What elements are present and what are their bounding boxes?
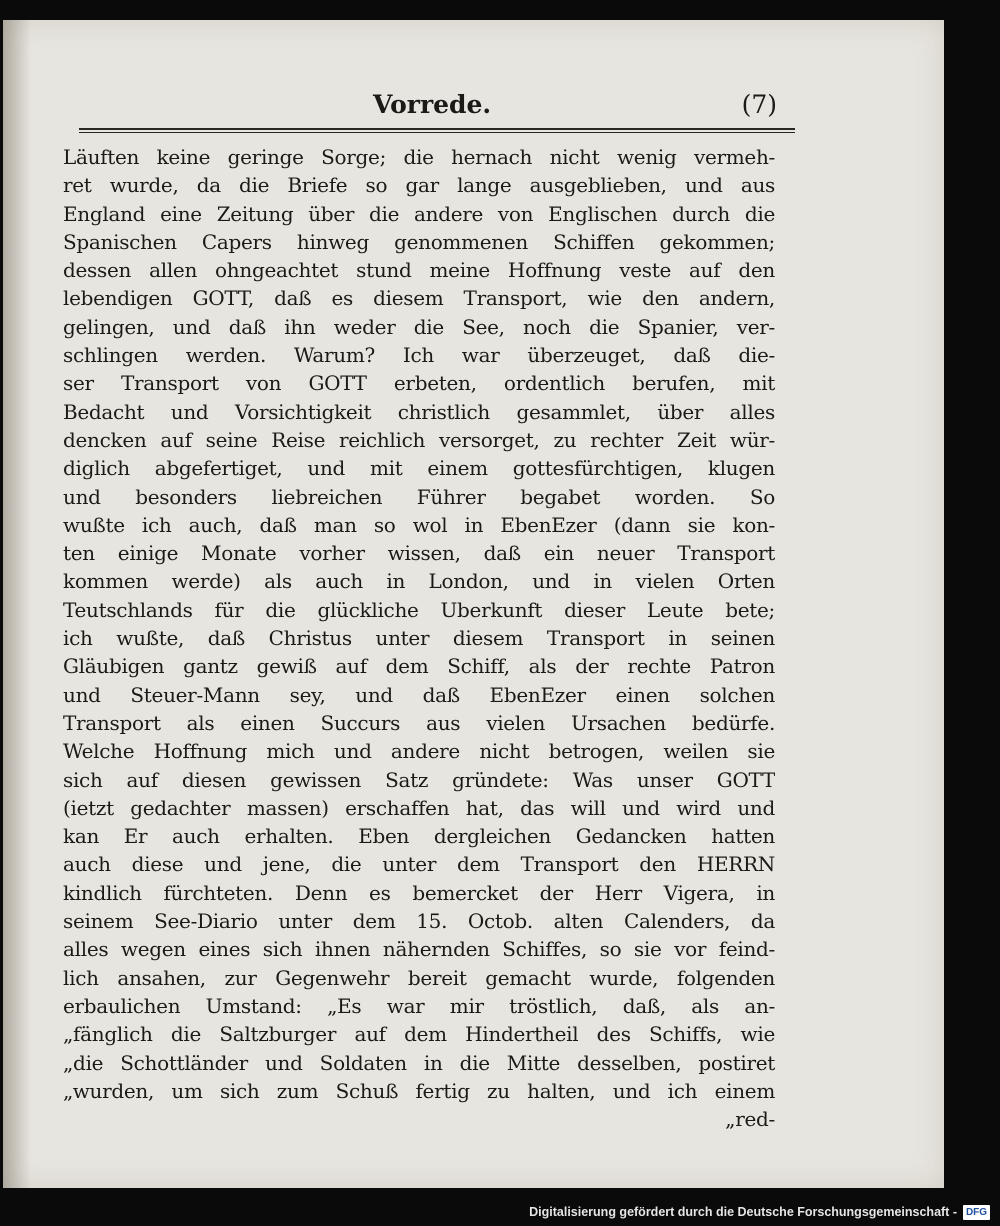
text-line: (ietzt gedachter massen) erschaffen hat, das will und wird und — [63, 795, 775, 820]
text-line: England eine Zeitung über die andere von Englischen durch die — [63, 201, 775, 226]
text-line: ich wußte, daß Christus unter diesem Transport in seinen — [63, 626, 775, 651]
text-line: „fänglich die Saltzburger auf dem Hindertheil des Schiffs, wie — [63, 1022, 775, 1047]
text-line: alles wegen eines sich ihnen nähernden Schiffes, so sie vor feind- — [63, 937, 775, 962]
text-line: ser Transport von GOTT erbeten, ordentlich berufen, mit — [63, 371, 775, 396]
funding-credit-text: Digitalisierung gefördert durch die Deutsche Forschungsgemeinschaft - — [529, 1205, 957, 1219]
text-line: seinem See-Diario unter dem 15. Octob. alten Calenders, da — [63, 909, 775, 934]
dfg-logo: DFG — [963, 1205, 990, 1220]
text-line: Teutschlands für die glückliche Uberkunft dieser Leute bete; — [63, 597, 775, 622]
text-line: dencken auf seine Reise reichlich versorget, zu rechter Zeit wür- — [63, 427, 775, 452]
spine-shadow — [3, 20, 31, 1188]
text-line: und Steuer-Mann sey, und daß EbenEzer einen solchen — [63, 682, 775, 707]
text-line: ten einige Monate vorher wissen, daß ein neuer Transport — [63, 541, 775, 566]
text-line: Läuften keine geringe Sorge; die hernach nicht wenig vermeh- — [63, 145, 775, 169]
body-text — [63, 143, 775, 1133]
running-header — [79, 88, 795, 128]
text-line: „die Schottländer und Soldaten in die Mitte desselben, postiret — [63, 1050, 775, 1075]
text-line: diglich abgefertiget, und mit einem gottesfürchtigen, klugen — [63, 456, 775, 481]
footer-credit — [529, 1202, 990, 1222]
text-line: Welche Hoffnung mich und andere nicht betrogen, weilen sie — [63, 739, 775, 764]
running-title: Vorrede. — [373, 90, 492, 119]
text-line: kan Er auch erhalten. Eben dergleichen Gedancken hatten — [63, 824, 775, 849]
text-line: und besonders liebreichen Führer begabet worden. So — [63, 484, 775, 509]
text-line: gelingen, und daß ihn weder die See, noch die Spanier, ver- — [63, 314, 775, 339]
text-line: sich auf diesen gewissen Satz gründete: Was unser GOTT — [63, 767, 775, 792]
text-line: auch diese und jene, die unter dem Transport den HERRN — [63, 852, 775, 877]
header-rule — [79, 128, 795, 133]
text-line: Spanischen Capers hinweg genommenen Schiffen gekommen; — [63, 229, 775, 254]
text-line: Gläubigen gantz gewiß auf dem Schiff, als der rechte Patron — [63, 654, 775, 679]
text-line: erbaulichen Umstand: „Es war mir tröstlich, daß, als an- — [63, 993, 775, 1018]
book-page — [3, 20, 944, 1188]
text-line: schlingen werden. Warum? Ich war überzeuget, daß die- — [63, 343, 775, 368]
text-line: Transport als einen Succurs aus vielen Ursachen bedürfe. — [63, 710, 775, 735]
text-line: dessen allen ohngeachtet stund meine Hoffnung veste auf den — [63, 258, 775, 283]
text-line: lebendigen GOTT, daß es diesem Transport, wie den andern, — [63, 286, 775, 311]
text-line: lich ansahen, zur Gegenwehr bereit gemacht wurde, folgenden — [63, 965, 775, 990]
text-line: wußte ich auch, daß man so wol in EbenEzer (dann sie kon- — [63, 512, 775, 537]
catchword: „red- — [725, 1107, 775, 1132]
text-line: kindlich fürchteten. Denn es bemercket der Herr Vigera, in — [63, 880, 775, 905]
text-line: ret wurde, da die Briefe so gar lange ausgeblieben, und aus — [63, 173, 775, 198]
text-line: kommen werde) als auch in London, und in vielen Orten — [63, 569, 775, 594]
text-line: „wurden, um sich zum Schuß fertig zu halten, und ich einem — [63, 1078, 775, 1103]
text-line: Bedacht und Vorsichtigkeit christlich gesammlet, über alles — [63, 399, 775, 424]
page-number: (7) — [741, 90, 777, 119]
